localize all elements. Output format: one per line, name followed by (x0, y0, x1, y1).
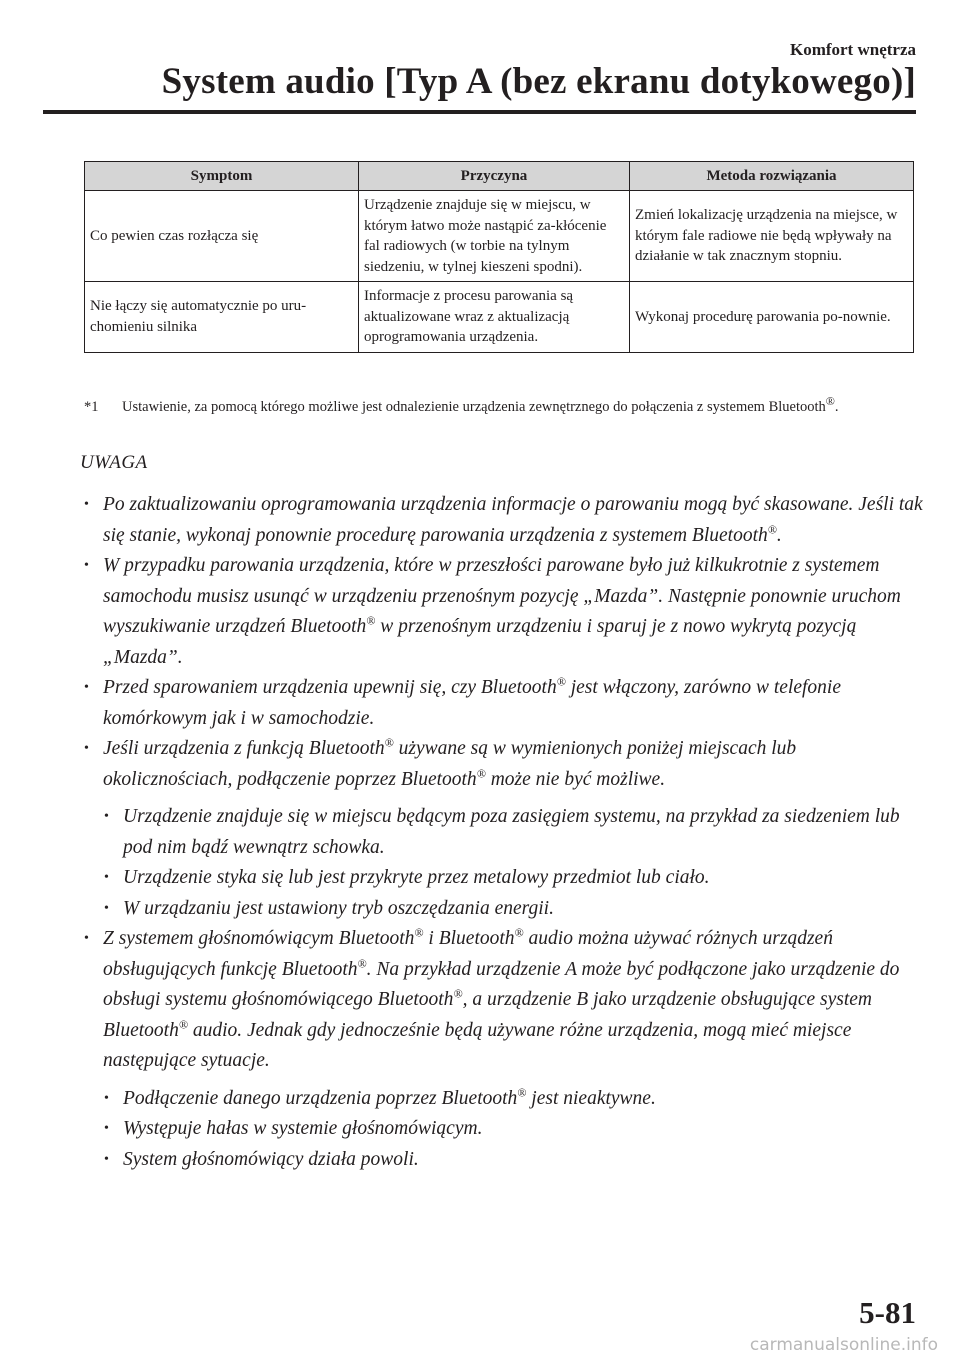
note-text: używane są w wymienionych poniżej miejscach lub okolicznościach, podłączenie poprzez Bluetooth (103, 738, 797, 790)
note-text: Po zaktualizowaniu oprogramowania urządzenia informacje o parowaniu mogą być skasowane. Jeśli tak się stanie, wykonaj ponownie procedurę parowania urządzenia z systemem Bluetooth (103, 494, 923, 546)
note-text: Jeśli urządzenia z funkcją Bluetooth (103, 738, 385, 759)
note-text: audio można używać różnych urządzeń obsługujących funkcję Bluetooth (103, 928, 833, 980)
footnote (84, 396, 924, 419)
note-bullet (84, 551, 924, 673)
note-sub-bullet: • W urządzaniu jest ustawiony tryb oszczędzania energii. (104, 894, 924, 925)
registered-mark: ® (453, 986, 463, 1001)
table-row (85, 191, 914, 282)
note-text: Podłączenie danego urządzenia poprzez Bluetooth (123, 1087, 518, 1109)
note-text: może nie być możliwe. (485, 768, 666, 790)
notes-list (84, 490, 924, 1175)
note-text: . Na przykład urządzenie A może być podłączone jako urządzenie do obsługi systemu głośnomówiącego Bluetooth (103, 958, 900, 1010)
registered-mark: ® (517, 1085, 527, 1099)
note-text: Z systemem głośnomówiącym Bluetooth (103, 928, 415, 949)
table-header-row (85, 162, 914, 191)
column-header-solution: Metoda rozwiązania (630, 162, 914, 191)
table-row (85, 282, 914, 353)
cell-symptom: Co pewien czas rozłącza się (85, 191, 359, 282)
registered-mark: ® (178, 1017, 188, 1031)
note-bullet (84, 924, 924, 1077)
title-rule (43, 110, 916, 114)
note-heading: UWAGA (80, 452, 148, 473)
registered-mark: ® (825, 394, 835, 409)
note-sub-bullet: • Występuje hałas w systemie głośnomówiącym. (104, 1114, 924, 1145)
registered-mark: ® (556, 674, 566, 689)
cell-cause: Informacje z procesu parowania są aktualizowane wraz z aktualizacją oprogramowania urządzenia. (359, 282, 630, 353)
note-text: w przenośnym urządzeniu i sparuj je z nowo wykrytą pozycją „Mazda”. (103, 616, 857, 668)
note-text: , a urządzenie B jako urządzenie obsługujące system Bluetooth (103, 989, 873, 1041)
column-header-symptom: Symptom (85, 162, 359, 191)
footnote-text: Ustawienie, za pomocą którego możliwe jest odnalezienie urządzenia zewnętrznego do połączenia z systemem Bluetooth (122, 399, 826, 415)
registered-mark: ® (476, 766, 486, 780)
troubleshooting-table (84, 161, 914, 353)
note-sub-bullet: • Urządzenie znajduje się w miejscu będącym poza zasięgiem systemu, na przykład za siedzeniem lub pod nim bądź wewnątrz schowka. (104, 802, 924, 863)
note-text: jest włączony, zarówno w telefonie komórkowym jak i w samochodzie. (103, 677, 841, 729)
note-sub-bullet: • System głośnomówiący działa powoli. (104, 1145, 924, 1176)
column-header-cause: Przyczyna (359, 162, 630, 191)
note-text: . (776, 524, 782, 546)
registered-mark: ® (414, 925, 424, 940)
note-sub-bullet: • Urządzenie styka się lub jest przykryte przez metalowy przedmiot lub ciało. (104, 863, 924, 894)
watermark: carmanualsonline.info (749, 1335, 938, 1355)
registered-mark: ® (366, 613, 376, 628)
note-text: audio. Jednak gdy jednocześnie będą używane różne urządzenia, mogą mieć miejsce następujące sytuacje. (103, 1019, 852, 1071)
footnote-mark: *1 (84, 399, 99, 415)
note-text: W przypadku parowania urządzenia, które w przeszłości parowane było już kilkukrotnie z systemem samochodu musisz usunąć w urządzeniu przenośnym pozycję „Mazda”. Następnie ponownie uruchom wyszukiwanie urządzeń Bluetooth (103, 555, 901, 637)
note-text: jest nieaktywne. (526, 1087, 656, 1109)
registered-mark: ® (514, 925, 524, 940)
section-label: Komfort wnętrza (789, 40, 916, 59)
cell-solution: Wykonaj procedurę parowania po-nownie. (630, 282, 914, 353)
footnote-end: . (834, 399, 839, 415)
note-bullet (84, 673, 924, 734)
cell-cause: Urządzenie znajduje się w miejscu, w którym łatwo może nastąpić za-kłócenie fal radiowych (w torbie na tylnym siedzeniu, w tylnej kieszeni spodni). (359, 191, 630, 282)
page-number: 5-81 (859, 1295, 916, 1330)
registered-mark: ® (767, 522, 777, 536)
note-bullet (84, 490, 924, 551)
note-bullet (84, 734, 924, 795)
registered-mark: ® (357, 956, 367, 970)
page-title: System audio [Typ A (bez ekranu dotykowego)] (161, 61, 916, 102)
note-sub-bullet (104, 1084, 924, 1115)
note-text: Przed sparowaniem urządzenia upewnij się, czy Bluetooth (103, 677, 557, 698)
cell-symptom: Nie łączy się automatycznie po uru-chomieniu silnika (85, 282, 359, 353)
cell-solution: Zmień lokalizację urządzenia na miejsce, w którym fale radiowe nie będą wpływały na działanie w tak znacznym stopniu. (630, 191, 914, 282)
note-text: i Bluetooth (423, 928, 515, 949)
registered-mark: ® (384, 735, 394, 750)
